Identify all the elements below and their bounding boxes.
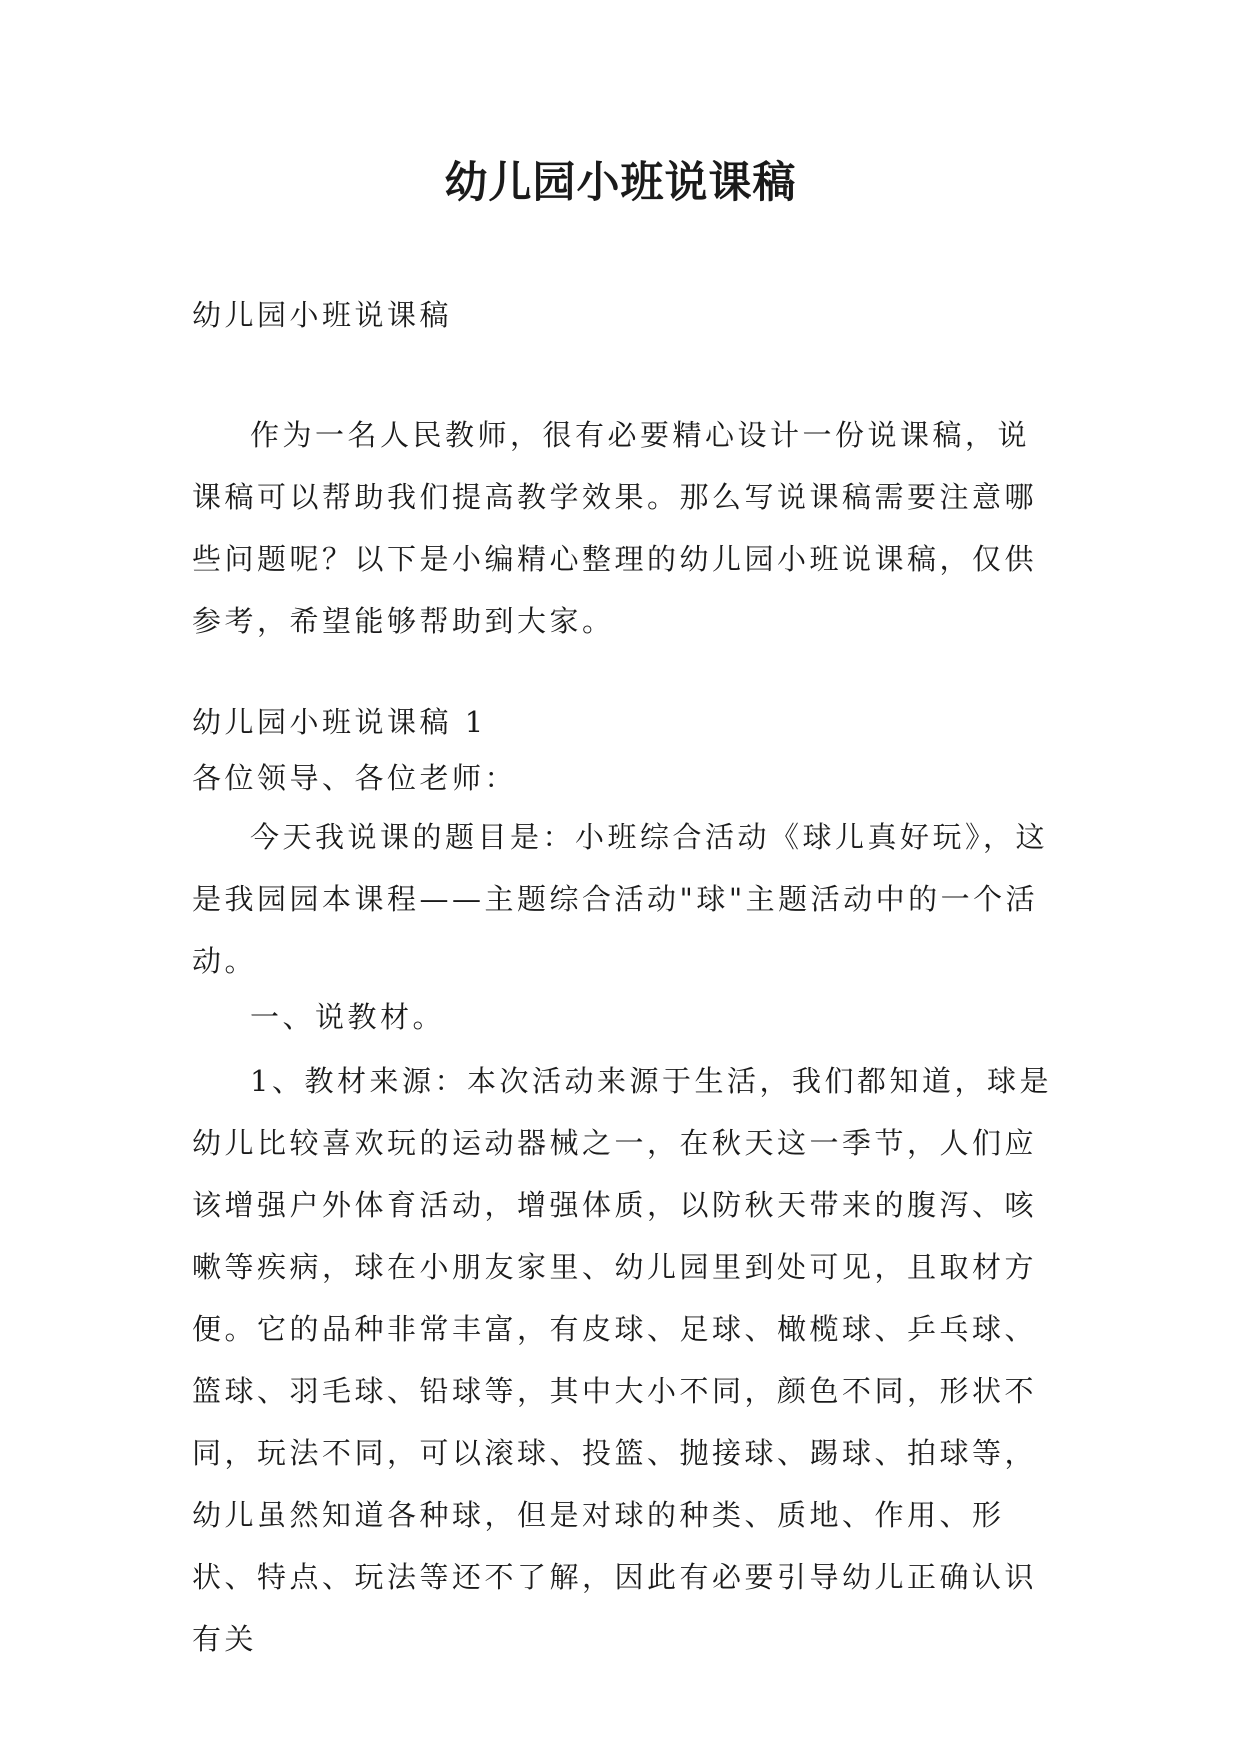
section-heading: 幼儿园小班说课稿 1 — [192, 705, 487, 739]
greeting-line: 各位领导、各位老师： — [192, 761, 518, 795]
document-title: 幼儿园小班说课稿 — [444, 158, 797, 208]
paragraph-material-source: 1、教材来源：本次活动来源于生活，我们都知道，球是幼儿比较喜欢玩的运动器械之一，在秋天这一季节，人们应该增强户外体育活动，增强体质，以防秋天带来的腹泻、咳嗽等疾病，球在小朋友家里、幼儿园里到处可见，且取材方便。它的品种非常丰富，有皮球、足球、橄榄球、乒乓球、篮球、羽毛球、铅球等，其中大小不同，颜色不同，形状不同，玩法不同，可以滚球、投篮、抛接球、踢球、拍球等，幼儿虽然知道各种球，但是对球的种类、质地、作用、形状、特点、玩法等还不了解，因此有必要引导幼儿正确认识有关 — [192, 1064, 1052, 1656]
heading-teaching-material: 一、说教材。 — [250, 1000, 446, 1034]
paragraph-topic: 今天我说课的题目是：小班综合活动《球儿真好玩》，这是我园园本课程——主题综合活动"球"主题活动中的一个活动。 — [192, 820, 1049, 978]
document-subtitle: 幼儿园小班说课稿 — [192, 298, 453, 332]
intro-paragraph: 作为一名人民教师，很有必要精心设计一份说课稿，说课稿可以帮助我们提高教学效果。那么写说课稿需要注意哪些问题呢？以下是小编精心整理的幼儿园小班说课稿，仅供参考，希望能够帮助到大家。 — [192, 418, 1038, 638]
